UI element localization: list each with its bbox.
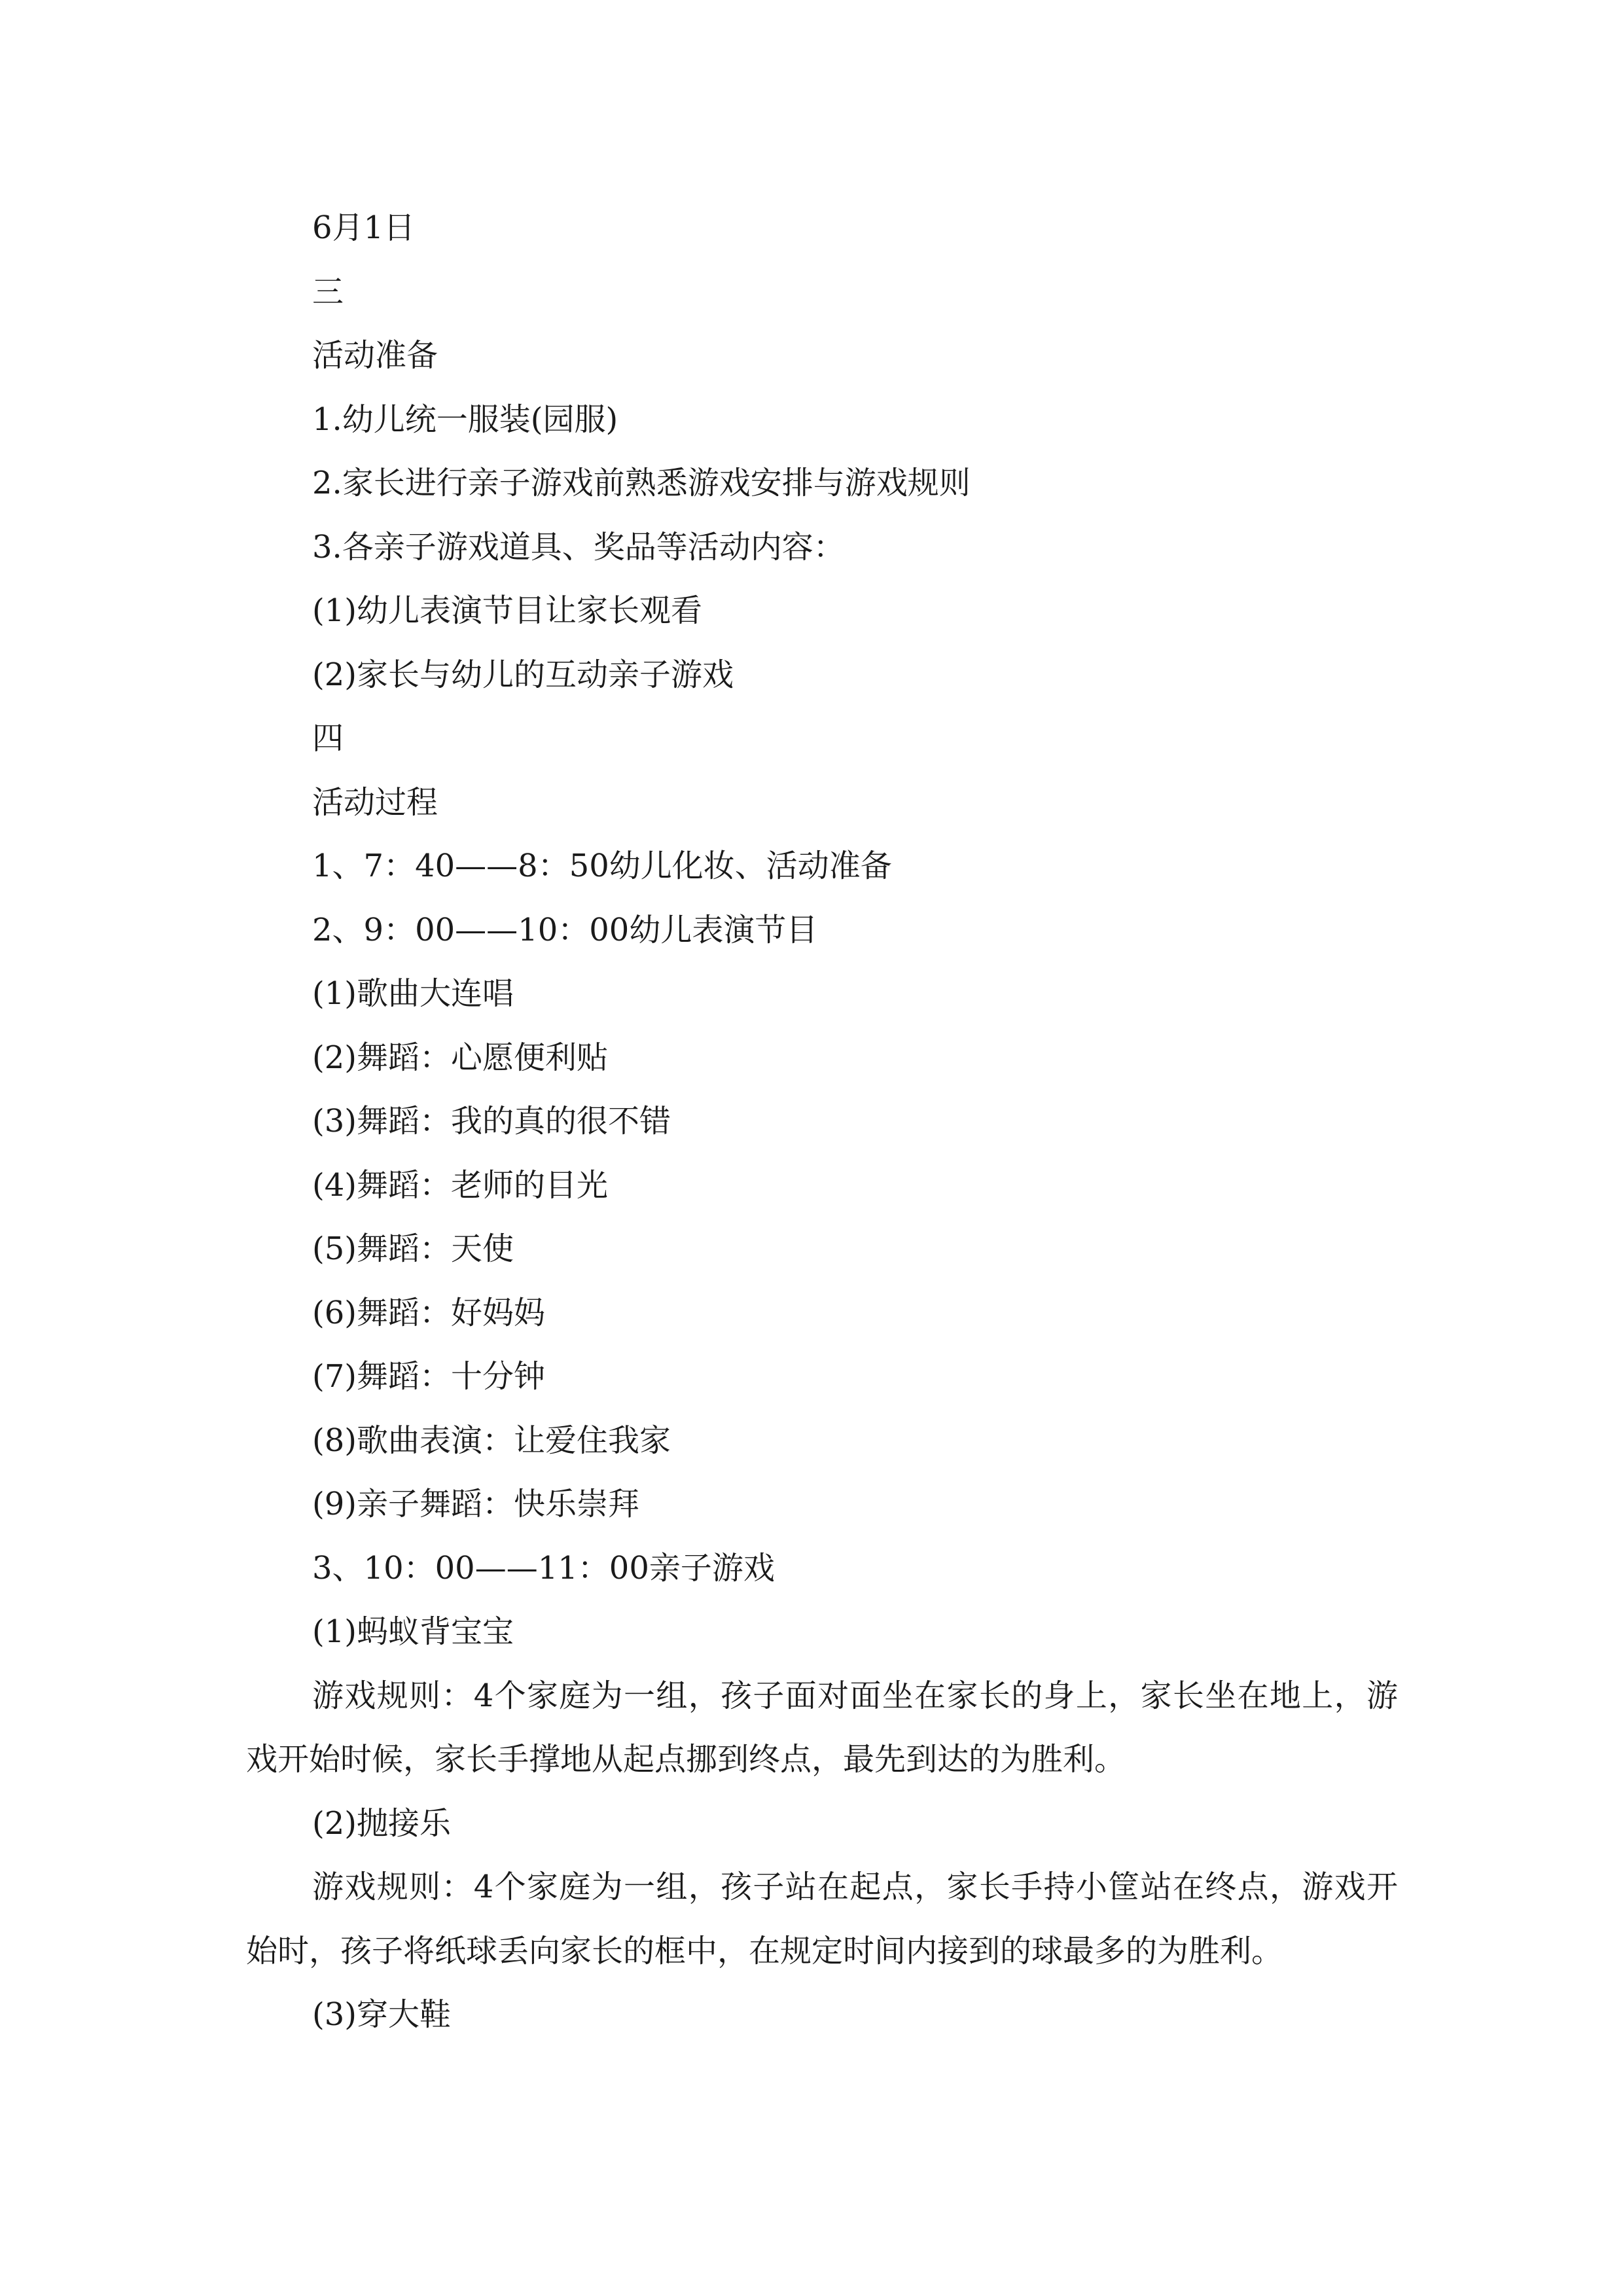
- game-1-title: (1)蚂蚁背宝宝: [312, 1613, 514, 1650]
- process-item-2: 2、9：00——10：00幼儿表演节目: [312, 911, 818, 948]
- game-3-title: (3)穿大鞋: [312, 1996, 451, 2033]
- game-1-rule: 游戏规则：4个家庭为一组，孩子面对面坐在家长的身上，家长坐在地上，游戏开始时候，家长手撑地从起点挪到终点，最先到达的为胜利。: [246, 1677, 1398, 1778]
- game-2-title: (2)抛接乐: [312, 1804, 451, 1842]
- program-item-2: (2)舞蹈：心愿便利贴: [312, 1039, 608, 1076]
- section-number-3: 三: [312, 273, 344, 310]
- program-item-3: (3)舞蹈：我的真的很不错: [312, 1103, 671, 1139]
- program-item-6: (6)舞蹈：好妈妈: [312, 1294, 545, 1331]
- process-item-3: 3、10：00——11：00亲子游戏: [312, 1549, 775, 1587]
- program-item-5: (5)舞蹈：天使: [312, 1230, 514, 1267]
- process-item-1: 1、7：40——8：50幼儿化妆、活动准备: [312, 848, 892, 884]
- prep-item-1: 1.幼儿统一服装(园服): [312, 401, 618, 438]
- prep-item-2: 2.家长进行亲子游戏前熟悉游戏安排与游戏规则: [312, 465, 971, 501]
- document-body: [246, 196, 1398, 2047]
- prep-subitem-2: (2)家长与幼儿的互动亲子游戏: [312, 656, 734, 693]
- prep-item-3: 3.各亲子游戏道具、奖品等活动内容：: [312, 528, 845, 565]
- prep-subitem-1: (1)幼儿表演节目让家长观看: [312, 592, 702, 629]
- program-item-1: (1)歌曲大连唱: [312, 975, 514, 1012]
- section-heading-process: 活动过程: [312, 783, 438, 821]
- program-item-9: (9)亲子舞蹈：快乐崇拜: [312, 1486, 639, 1522]
- date-line: 6月1日: [312, 209, 416, 246]
- game-2-rule: 游戏规则：4个家庭为一组，孩子站在起点，家长手持小筐站在终点，游戏开始时，孩子将纸球丢向家长的框中，在规定时间内接到的球最多的为胜利。: [246, 1869, 1398, 1969]
- section-number-4: 四: [312, 720, 344, 757]
- program-item-4: (4)舞蹈：老师的目光: [312, 1166, 608, 1204]
- program-item-8: (8)歌曲表演：让爱住我家: [312, 1422, 671, 1459]
- section-heading-preparation: 活动准备: [312, 337, 438, 374]
- program-item-7: (7)舞蹈：十分钟: [312, 1358, 545, 1395]
